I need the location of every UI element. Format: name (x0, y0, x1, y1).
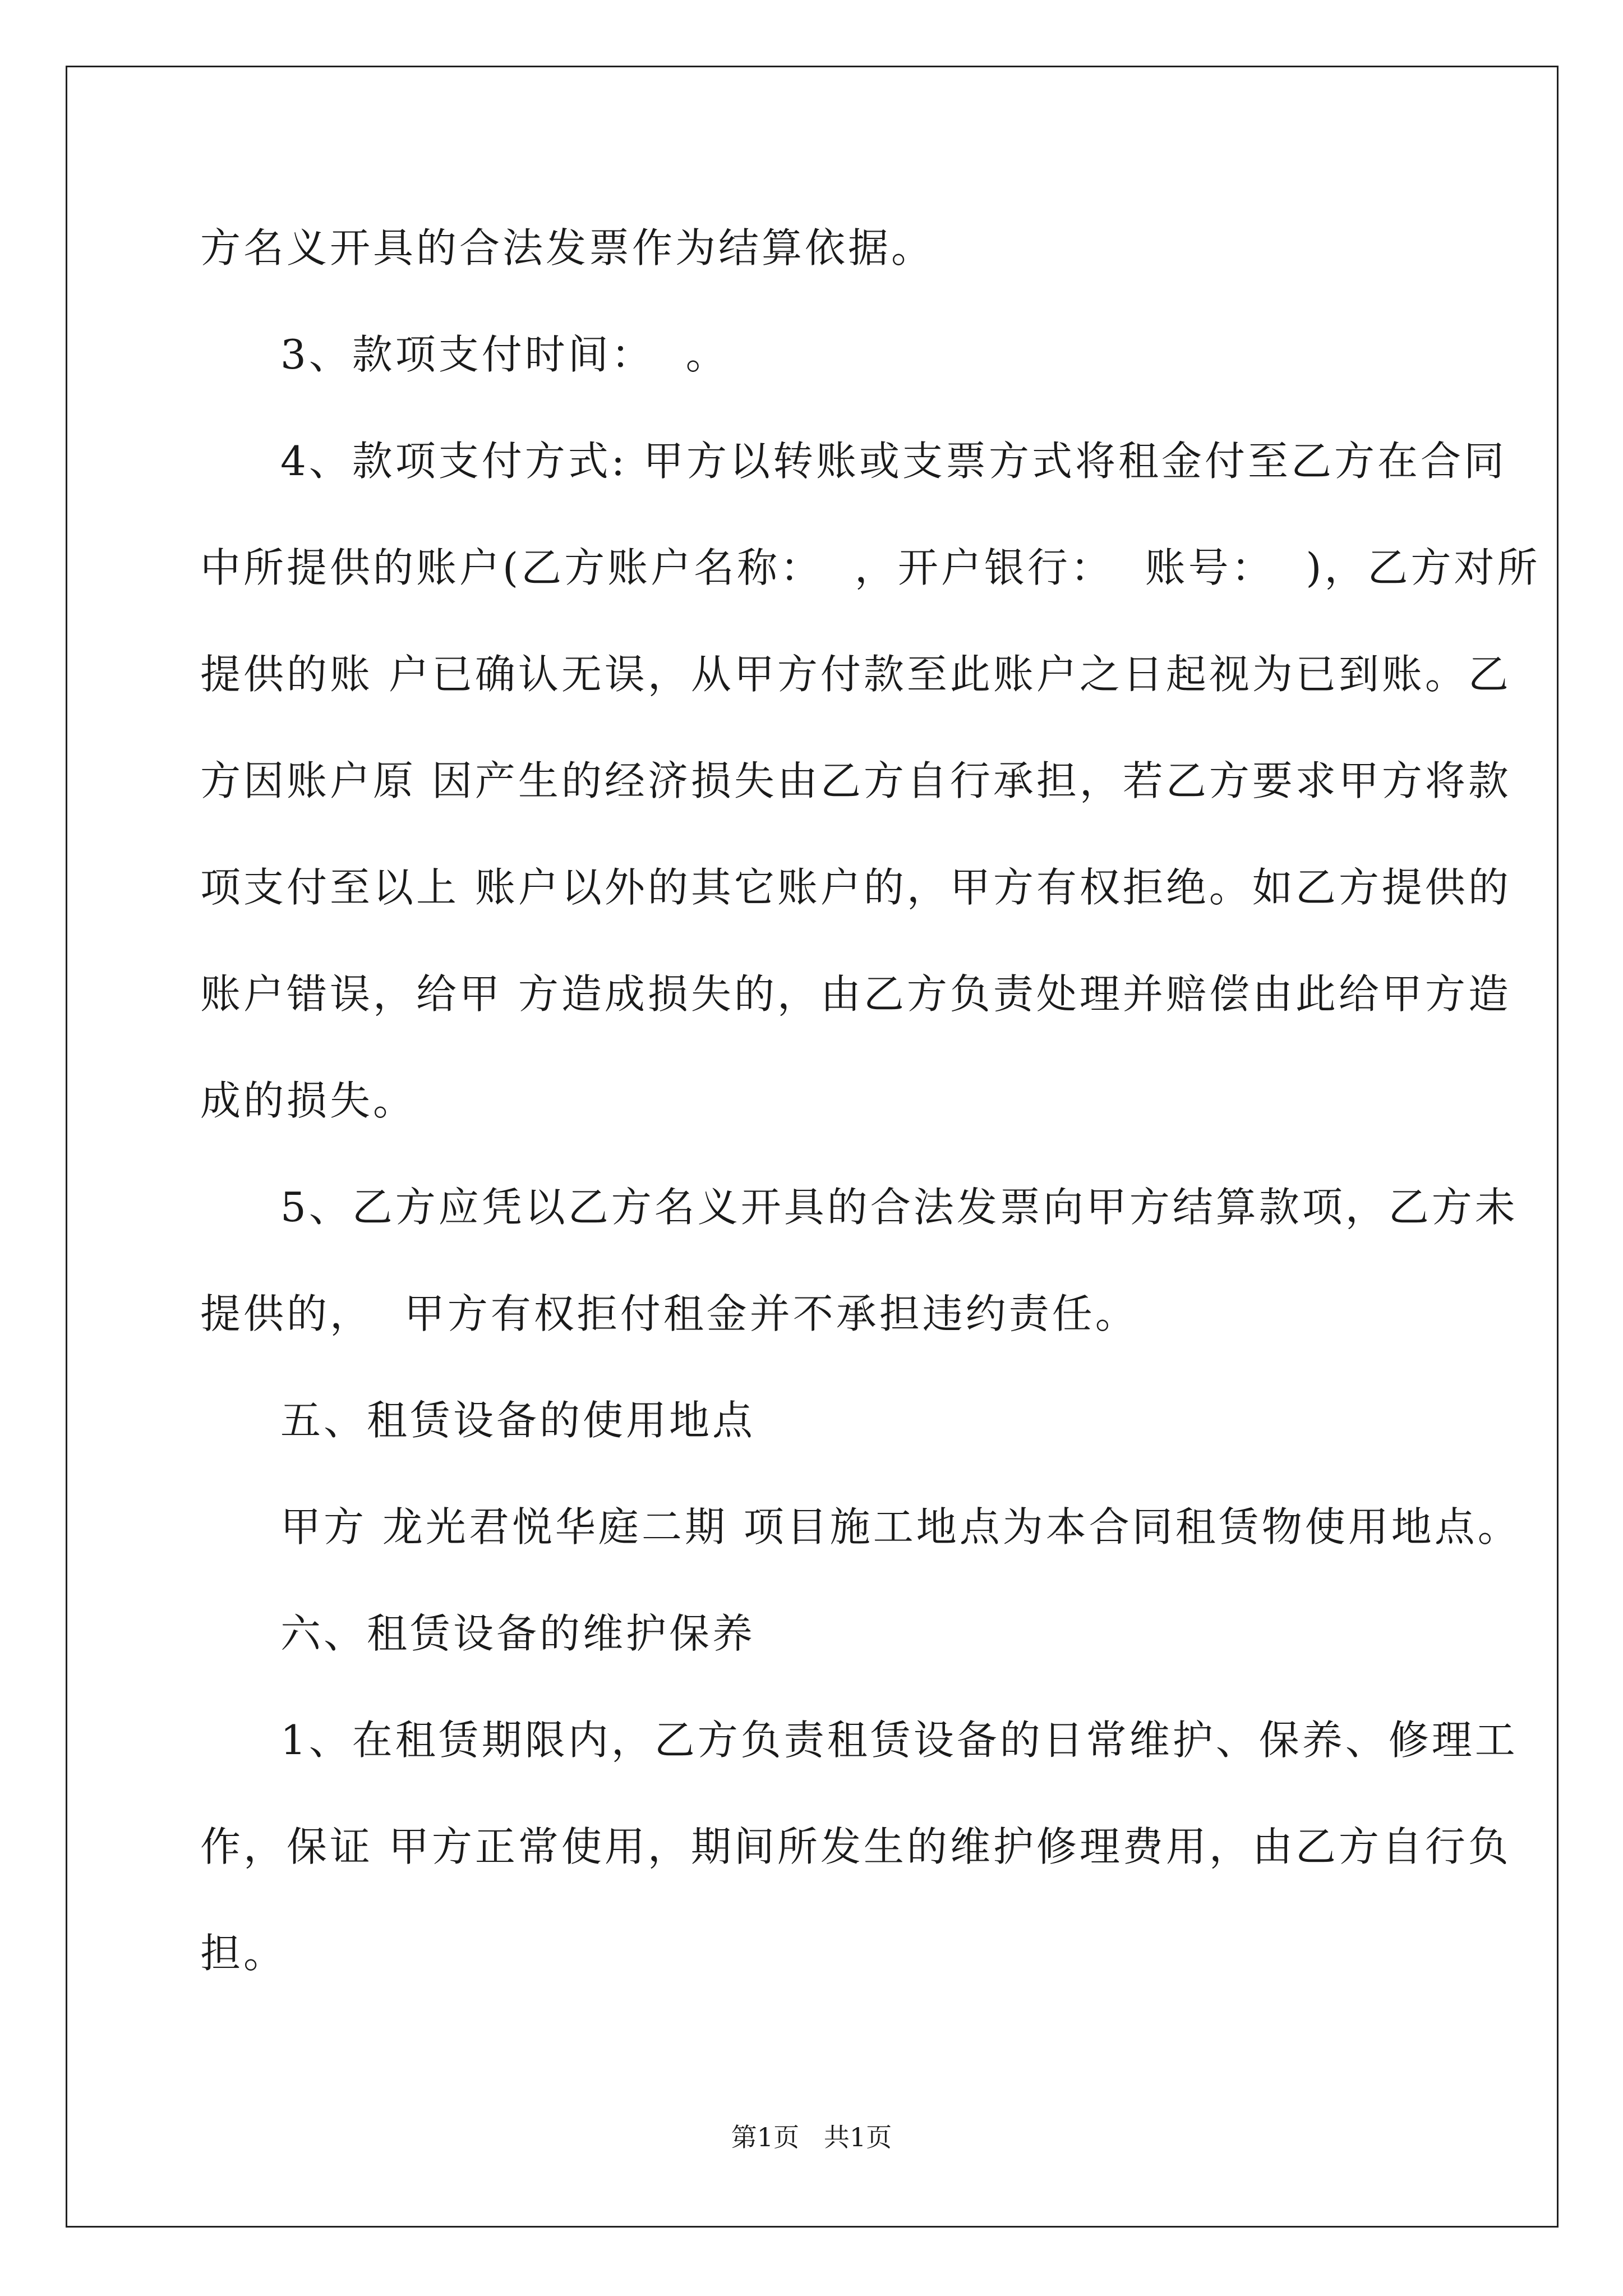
text-line: 作，保证 甲方正常使用，期间所发生的维护修理费用，由乙方自行负 (200, 1823, 1511, 1870)
text-line: 方因账户原 因产生的经济损失由乙方自行承担，若乙方要求甲方将款 (200, 757, 1511, 804)
text-line: 3、款项支付时间： 。 (280, 331, 729, 378)
text-line: 提供的， 甲方有权拒付租金并不承担违约责任。 (200, 1290, 1138, 1337)
page-number-footer: 第1页 共1页 (731, 2122, 892, 2152)
text-line: 提供的账 户已确认无误，从甲方付款至此账户之日起视为已到账。乙 (200, 651, 1511, 698)
text-line: 甲方 龙光君悦华庭二期 项目施工地点为本合同租赁物使用地点。 (280, 1503, 1521, 1550)
page-border (66, 66, 1559, 2228)
text-line: 担。 (200, 1930, 287, 1977)
text-line: 成的损失。 (200, 1077, 417, 1124)
text-line: 5、乙方应凭以乙方名义开具的合法发票向甲方结算款项，乙方未 (280, 1184, 1518, 1231)
text-line: 账户错误，给甲 方造成损失的，由乙方负责处理并赔偿由此给甲方造 (200, 970, 1511, 1018)
text-line: 4、款项支付方式: 甲方以转账或支票方式将租金付至乙方在合同 (280, 438, 1507, 485)
section-heading: 五、租赁设备的使用地点 (280, 1397, 756, 1444)
text-line: 方名义开具的合法发票作为结算依据。 (200, 224, 935, 272)
text-line: 项支付至以上 账户以外的其它账户的，甲方有权拒绝。如乙方提供的 (200, 864, 1511, 911)
text-line: 中所提供的账户(乙方账户名称： ，开户银行： 账号： )，乙方对所 (200, 544, 1541, 591)
section-heading: 六、租赁设备的维护保养 (280, 1610, 756, 1657)
text-line: 1、在租赁期限内，乙方负责租赁设备的日常维护、保养、修理工 (280, 1717, 1518, 1764)
